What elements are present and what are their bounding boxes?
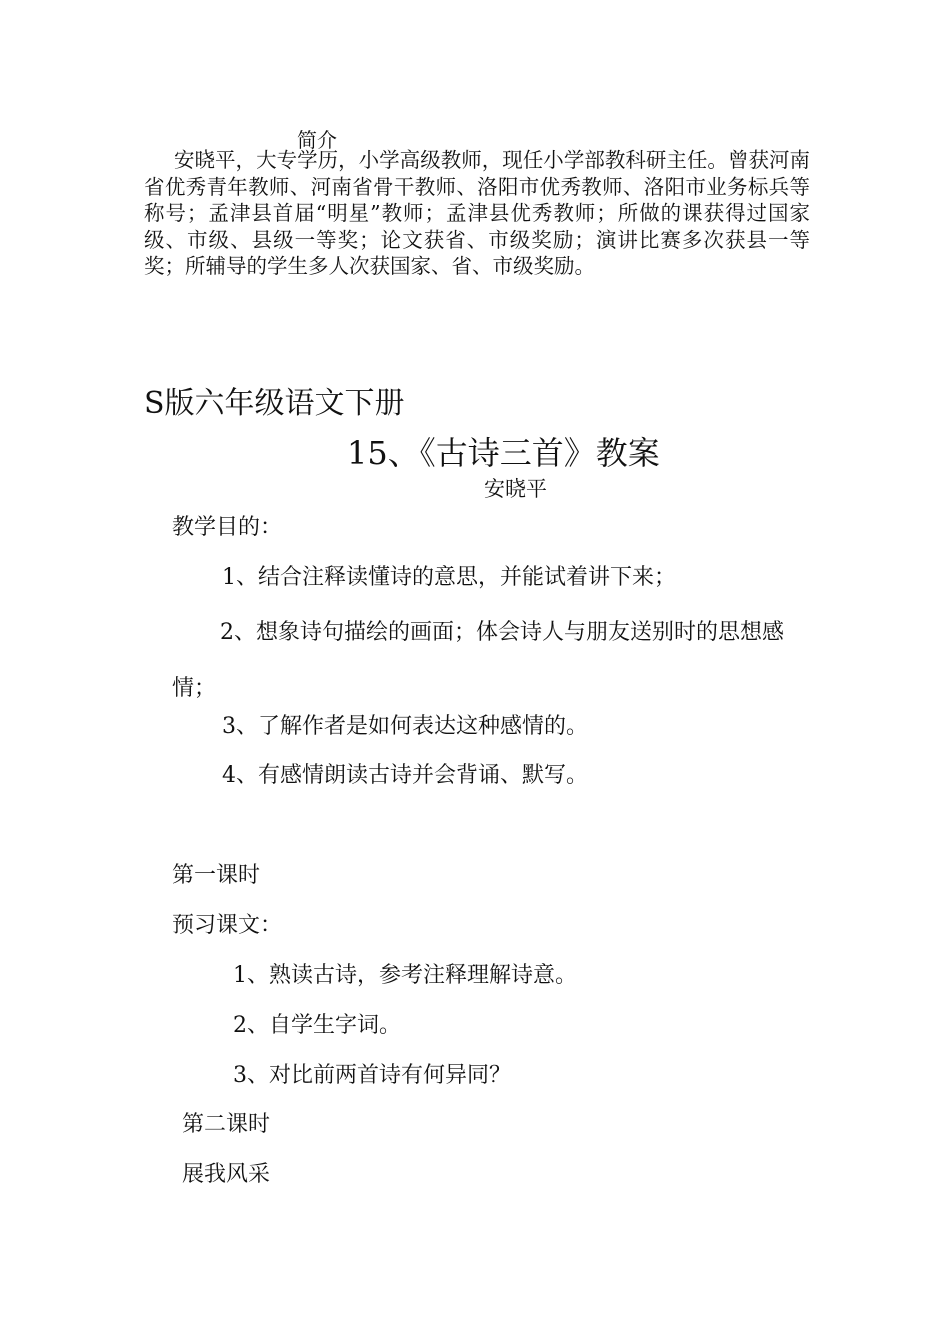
objective-item: 2、想象诗句描绘的画面；体会诗人与朋友送别时的思想感情； — [172, 620, 784, 701]
objective-item: 3、了解作者是如何表达这种感情的。 — [222, 714, 588, 739]
author-name: 安晓平 — [484, 477, 547, 501]
objective-item: 1、结合注释读懂诗的意思，并能试着讲下来； — [222, 565, 676, 590]
objectives-label: 教学目的： — [172, 515, 283, 540]
lesson1-label: 第一课时 — [172, 863, 261, 888]
preview-item: 1、熟读古诗，参考注释理解诗意。 — [233, 963, 577, 988]
preview-label: 预习课文： — [172, 913, 283, 938]
intro-heading: 简介 — [297, 128, 337, 152]
showcase-label: 展我风采 — [182, 1162, 271, 1187]
preview-item: 3、对比前两首诗有何异同？ — [233, 1063, 511, 1088]
textbook-series: S版六年级语文下册 — [144, 386, 405, 421]
lesson2-label: 第二课时 — [182, 1112, 271, 1137]
lesson-title: 15、《古诗三首》教案 — [347, 434, 660, 472]
preview-item: 2、自学生字词。 — [233, 1013, 401, 1038]
author-bio: 安晓平，大专学历，小学高级教师，现任小学部教科研主任。曾获河南省优秀青年教师、河南省骨干教师、洛阳市优秀教师、洛阳市业务标兵等称号；孟津县首届“明星”教师；孟津县优秀教师；所做的课获得过国家级、市级、县级一等奖；论文获省、市级奖励；演讲比赛多次获县一等奖；所辅导的学生多人次获国家、省、市级奖励。 — [144, 148, 810, 278]
objective-item: 4、有感情朗读古诗并会背诵、默写。 — [222, 763, 588, 788]
